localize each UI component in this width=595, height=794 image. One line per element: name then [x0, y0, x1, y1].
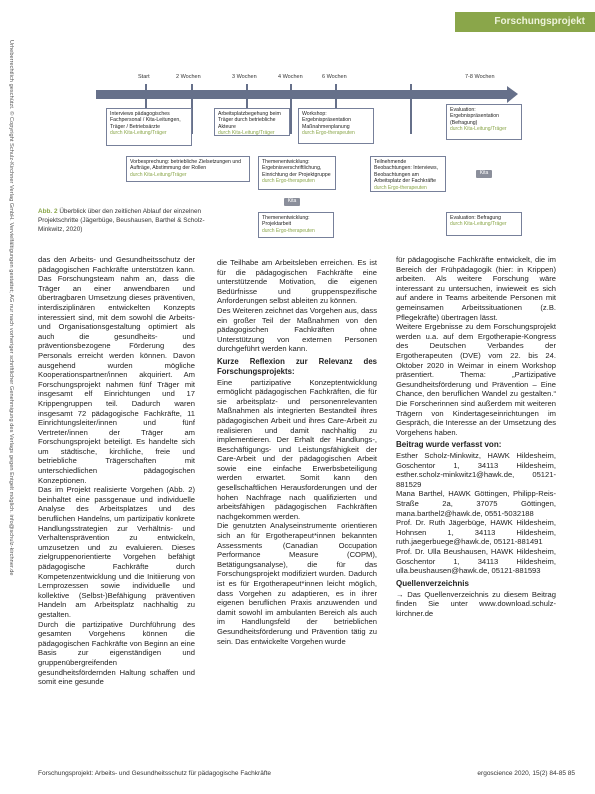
timeline-box: Arbeitsplatzbegehung beim Träger durch betriebliche Akteure durch Kita-Leitung/Träger — [214, 108, 290, 136]
author-entry: Esther Scholz-Minkwitz, HAWK Hildesheim, Goschentor 1, 34113 Hildesheim, esther.scholz-minkwitz1@hawk.de, 05121-881529 — [396, 451, 556, 489]
figure-caption-text: Überblick über den zeitlichen Ablauf der einzelnen Projektschritte (Jägerbüge, Beushausen, Barthel & Scholz-Minkwitz, 2020) — [38, 208, 205, 233]
column-left — [38, 255, 195, 687]
copyright-side-note: Urheberrechtlich geschützt. © Copyright Schulz-Kirchner Verlag GmbH. Vervielfältigungen gestattet; AG nur nach vorheriger schriftlicher Genehmigung des Verlags gegen Entgelt möglich. info@schulz-kirchner.de — [8, 40, 14, 576]
author-entry: Mana Barthel, HAWK Göttingen, Philipp-Reis-Straße 2a, 37075 Göttingen, mana.barthel2@hawk.de, 0551-5032188 — [396, 489, 556, 518]
footer-journal: ergoscience 2020, 15(2) 84-85 85 — [477, 770, 575, 777]
references-link[interactable]: → Das Quellenverzeichnis zu diesem Beitrag finden Sie unter www.download.schulz-kirchner.de — [396, 589, 556, 618]
author-entry: Prof. Dr. Ruth Jägerbüge, HAWK Hildesheim, Hohnsen 1, 34113 Hildesheim, ruth.jaegerbuege@hawk.de, 05121-881491 — [396, 518, 556, 547]
paragraph: Durch die partizipative Durchführung des gesamten Vorgehens können die pädagogischen Fachkräfte von Beginn an eine Basis zur eigenständigen und gruppenübergreifenden gesundheitsfördernden Haltung schaffen und somit eine gesunde — [38, 619, 195, 687]
timeline-box: Evaluation: Befragung durch Kita-Leitung/Träger — [446, 212, 522, 236]
timeline-box: Workshop: Ergebnispräsentation Maßnahmenplanung durch Ergo-therapeuten — [298, 108, 374, 144]
timeline-box: Evaluation: Ergebnispräsentation (Befragung) durch Kita-Leitung/Träger — [446, 104, 522, 140]
timeline-label: Start — [138, 74, 150, 80]
timeline-label: 7-8 Wochen — [465, 74, 495, 80]
column-right — [396, 255, 556, 618]
timeline-box: Themenentwicklung: Projektarbeit durch Ergo-therapeuten — [258, 212, 334, 238]
figure-caption — [38, 207, 228, 234]
section-header-tab: Forschungsprojekt — [455, 12, 595, 32]
paragraph: Das im Projekt realisierte Vorgehen (Abb. 2) beinhaltet eine passgenaue und individuelle Analyse des Arbeitsplatzes und des beruflichen Handelns, um partizipativ konkrete Handlungsstrategien zur Verhältnis- und Verhaltensprävention zu entwickeln, umzusetzen und zu evaluieren. Dieses zielgruppenorientierte Vorgehen befähigt pädagogische Fachkräfte durch Kompetenzentwicklung und die Initiierung von Lernprozessen sowie individuelle und kollektive (Selbst-)Befähigung präventiven Handeln am Arbeitsplatz nachhaltig zu gestalten. — [38, 485, 195, 619]
paragraph: für pädagogische Fachkräfte entwickelt, die im Bereich der Frühpädagogik (hier: in Krippen) arbeiten. Als weitere Forschung wäre interessant zu untersuchen, inwieweit es sich auf andere in Teams arbeitende Personen mit gemeinsamen Arbeitssituationen (z.B. Pflegekräfte) übertragen lässt. — [396, 255, 556, 322]
timeline-label: 6 Wochen — [322, 74, 347, 80]
timeline-axis — [96, 90, 508, 99]
paragraph: Des Weiteren zeichnet das Vorgehen aus, dass ein großer Teil der Maßnahmen von den pädagogischen Fachkräften ohne Unterstützung von externen Personen durchgeführt werden kann. — [217, 305, 377, 354]
authors-heading: Beitrag wurde verfasst von: — [396, 440, 502, 450]
paragraph: die Teilhabe am Arbeitsleben erreichen. Es ist für die pädagogischen Fachkräfte eine unterstützende Motivation, die eigenen Bedürfnisse und gruppenspezifische Anforderungen selbst ableiten zu können. — [217, 258, 377, 306]
author-entry: Prof. Dr. Ulla Beushausen, HAWK Hildesheim, Goschentor 1, 34113 Hildesheim, ulla.beushausen@hawk.de, 05121-881593 — [396, 547, 556, 576]
paragraph: Weitere Ergebnisse zu dem Forschungsprojekt werden u.a. auf dem Ergotherapie-Kongress des Deutschen Verbandes der Ergotherapeuten (DVE) vom 22. bis 24. Oktober 2020 in Weimar in einem Workshop präsentiert. Thema: „Partizipative Gesundheitsförderung und Prävention – Eine Chance, den beruflichen Wandel zu gestalten.“ Die Forscherinnen sind außerdem mit weiteren Trägern von Kindertageseinrichtungen im Gespräch, die Interesse an der Umsetzung des Vorgehens haben. — [396, 322, 556, 437]
references-heading: Quellenverzeichnis — [396, 578, 469, 588]
timeline-label: 4 Wochen — [278, 74, 303, 80]
timeline-box: Interviews pädagogisches Fachpersonal / Kita-Leitungen, Träger / Betriebsärzte durch Kita-Leitung/Träger — [106, 108, 192, 146]
timeline-box: Vorbesprechung: betriebliche Zielsetzungen und Aufträge, Abstimmung der Rollen durch Kita-Leitung/Träger — [126, 156, 250, 182]
timeline-box: Themenentwicklung: Ergebnisverschriftlichung, Einrichtung der Projektgruppe durch Ergo-therapeuten — [258, 156, 336, 190]
kita-tag: Kita — [476, 170, 492, 178]
paragraph: Die genutzten Analyseinstrumente orientieren sich an für Ergotherapeut*innen bekannten Assessments (Canadian Occupation Performance Measure (COPM), Betätigungsanalyse), die für das Forschungsprojekt modifiziert wurden. Dadurch ist es für Ergotherapeut*innen leicht möglich, dass Vorgehen zu adaptieren, es in ihrer eigenen beruflichen Praxis anzuwenden und damit sowohl im ambulanten Bereich als auch im Handlungsfeld der betrieblichen Gesundheitsförderung und Prävention tätig zu sein. Das entwickelte Vorgehen wurde — [217, 521, 377, 646]
section-heading: Kurze Reflexion zur Relevanz des Forschungsprojekts: — [217, 356, 377, 376]
timeline-label: 2 Wochen — [176, 74, 201, 80]
kita-tag: Kita — [284, 198, 300, 206]
timeline-box: Teilnehmende Beobachtungen: Interviews, Beobachtungen am Arbeitsplatz der Fachkräfte durch Ergo-therapeuten — [370, 156, 446, 192]
paragraph: das den Arbeits- und Gesundheitsschutz der pädagogischen Fachkräfte unterstützen kann. Das Forschungsteam nahm an, dass die Träger an einer anwendbaren und übertragbaren Umsetzung dieses präventiven, interdisziplinären entwickelten Konzepts interessiert sind, mit dem sowohl die Arbeits- und Organisationsgestaltung optimiert als auch die gesundheits- und präventionsbezogene Förderung des Personals erreicht werden können. Davon ausgehend wurden mögliche Kooperationspartner/innen akquiriert. Am Forschungsprojekt nahmen fünf Träger mit insgesamt elf Einrichtungen und 17 Krippengruppen teil. Dadurch waren insgesamt 72 pädagogische Fachkräfte, 11 Einrichtungsleiter/innen und fünf Vertreter/innen der Träger am Forschungsprojekt beteiligt. Es handelte sich um städtische, kirchliche, freie und betriebliche Trägerschaften mit unterschiedlichen pädagogischen Konzeptionen. — [38, 255, 195, 485]
timeline-tick — [290, 84, 292, 134]
paragraph: Eine partizipative Konzeptentwicklung ermöglicht pädagogischen Fachkräften, die für sie arbeitsplatz- und personenrelevanten Maßnahmen als integrierten Bestandteil ihres pädagogischen Arbeit und ihres Care-Arbeit zu realisieren und damit nachhaltig zu implementieren. Der Erhalt der Handlungs-, Beschäftigungs- und Leistungsfähigkeit der Care-Arbeit und der pädagogischen Arbeit sowie eine einfache Erwerbsbeteiligung werden erwartet. Somit kann den gesellschaftlichen Herausforderungen und der hohen Nachfrage nach qualifizierten und arbeitsfähigen pädagogischen Fachkräften nachgekommen werden. — [217, 377, 377, 521]
timeline-tick — [410, 84, 412, 134]
footer-title: Forschungsprojekt: Arbeits- und Gesundheitsschutz für pädagogische Fachkräfte — [38, 770, 272, 777]
timeline-label: 3 Wochen — [232, 74, 257, 80]
column-middle — [217, 258, 377, 646]
figure-label: Abb. 2 — [38, 208, 58, 215]
